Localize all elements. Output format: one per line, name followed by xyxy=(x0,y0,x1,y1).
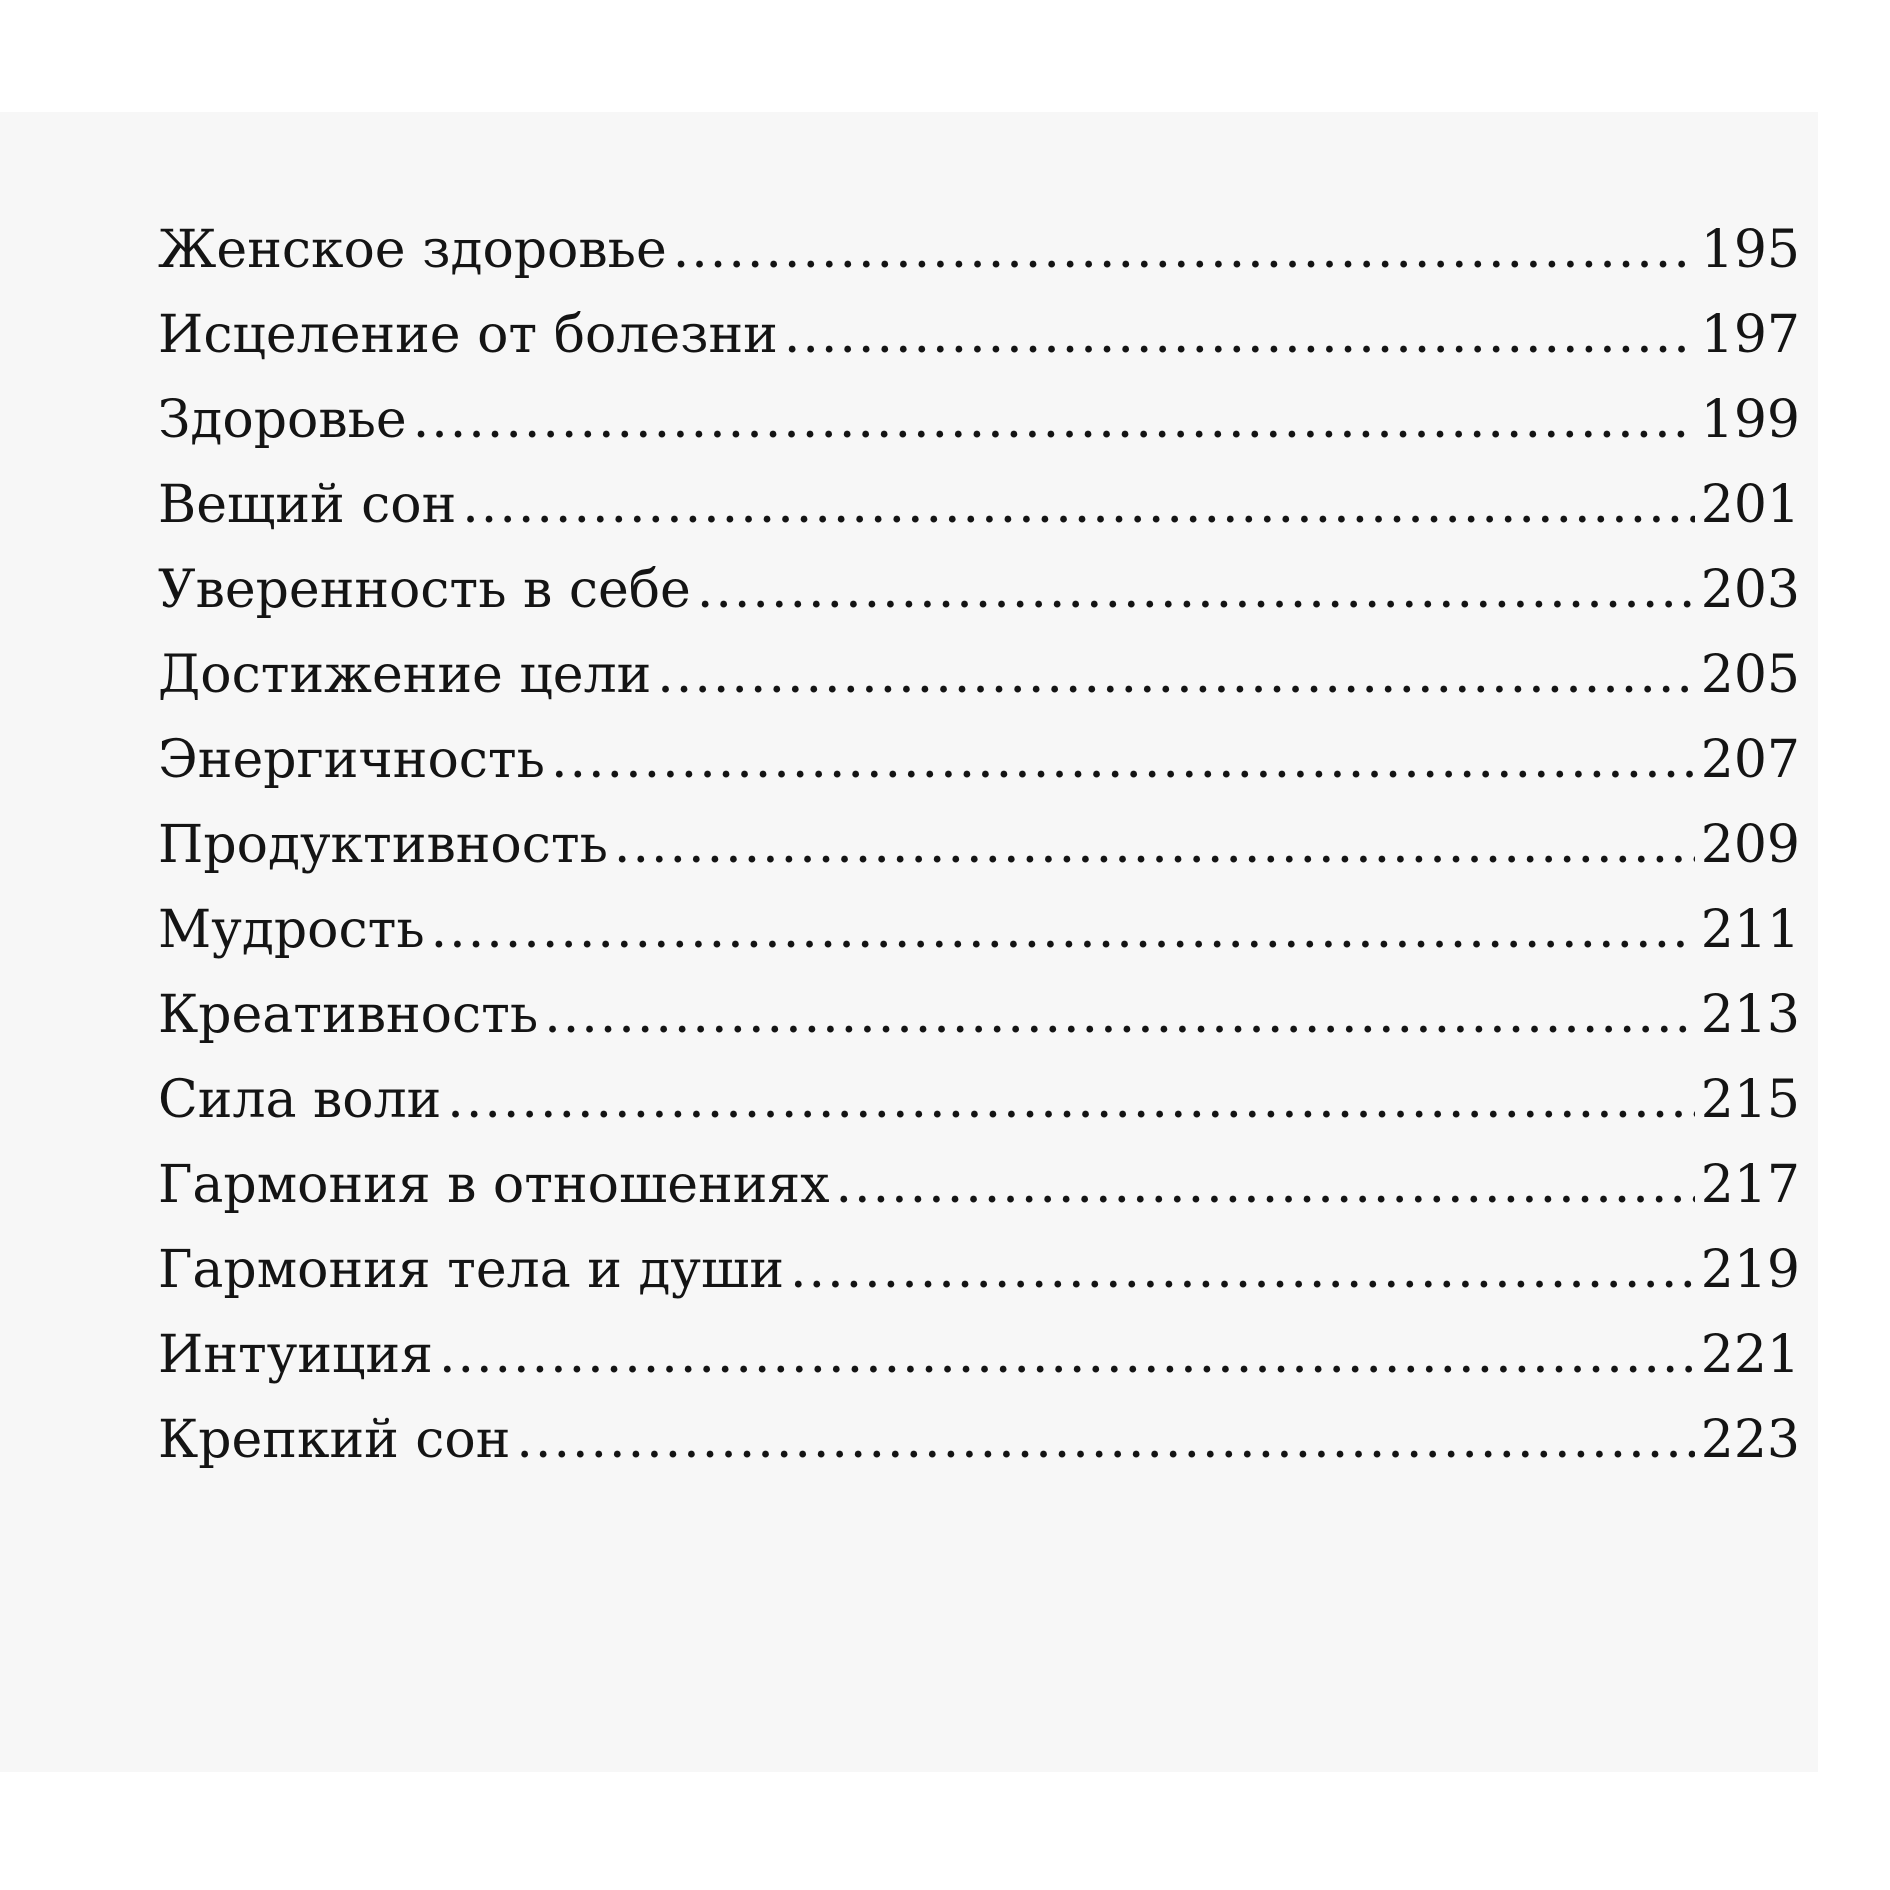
toc-entry-title: Сила воли xyxy=(158,1070,442,1130)
toc-dot-leader xyxy=(431,888,1695,973)
toc-entry xyxy=(158,1313,1800,1398)
toc-entry-title: Продуктивность xyxy=(158,815,608,875)
toc-entry-page: 201 xyxy=(1700,475,1800,535)
toc-entry-title: Интуиция xyxy=(158,1325,433,1385)
toc-dot-leader xyxy=(614,803,1695,888)
toc-dot-leader xyxy=(697,548,1695,633)
toc-entry-title: Достижение цели xyxy=(158,645,652,705)
toc-entry xyxy=(158,803,1800,888)
toc-entry-title: Женское здоровье xyxy=(158,220,667,280)
toc-entry-title: Энергичность xyxy=(158,730,545,790)
toc-entry-title: Вещий сон xyxy=(158,475,457,535)
toc-entry-title: Мудрость xyxy=(158,900,425,960)
toc-entry-title: Здоровье xyxy=(158,390,407,450)
toc-entry xyxy=(158,1143,1800,1228)
toc-dot-leader xyxy=(836,1143,1695,1228)
toc-entry-title: Исцеление от болезни xyxy=(158,305,778,365)
toc-entry xyxy=(158,973,1800,1058)
toc-entry xyxy=(158,1058,1800,1143)
toc-dot-leader xyxy=(413,378,1695,463)
toc-dot-leader xyxy=(462,463,1694,548)
toc-entry xyxy=(158,293,1800,378)
toc-entry xyxy=(158,1398,1800,1483)
toc-entry-title: Гармония в отношениях xyxy=(158,1155,830,1215)
toc-entry-page: 213 xyxy=(1700,985,1800,1045)
toc-entry-page: 209 xyxy=(1700,815,1800,875)
toc-entry xyxy=(158,463,1800,548)
table-of-contents xyxy=(158,208,1800,1483)
toc-dot-leader xyxy=(790,1228,1695,1313)
toc-dot-leader xyxy=(439,1313,1695,1398)
toc-entry-page: 219 xyxy=(1700,1240,1800,1300)
toc-entry xyxy=(158,718,1800,803)
toc-entry-page: 221 xyxy=(1700,1325,1800,1385)
toc-entry-title: Уверенность в себе xyxy=(158,560,691,620)
toc-entry xyxy=(158,548,1800,633)
toc-entry-page: 223 xyxy=(1700,1410,1800,1470)
toc-entry xyxy=(158,378,1800,463)
toc-dot-leader xyxy=(544,973,1695,1058)
toc-entry-page: 207 xyxy=(1700,730,1800,790)
toc-entry-page: 211 xyxy=(1700,900,1800,960)
toc-entry xyxy=(158,888,1800,973)
toc-dot-leader xyxy=(657,633,1694,718)
toc-entry-page: 199 xyxy=(1700,390,1800,450)
toc-dot-leader xyxy=(673,208,1695,293)
toc-entry-title: Гармония тела и души xyxy=(158,1240,785,1300)
toc-entry xyxy=(158,208,1800,293)
toc-dot-leader xyxy=(551,718,1695,803)
toc-entry-title: Креативность xyxy=(158,985,539,1045)
toc-dot-leader xyxy=(447,1058,1694,1143)
toc-entry-page: 197 xyxy=(1700,305,1800,365)
toc-entry-page: 217 xyxy=(1700,1155,1800,1215)
toc-entry xyxy=(158,1228,1800,1313)
toc-entry-page: 205 xyxy=(1700,645,1800,705)
toc-dot-leader xyxy=(784,293,1695,378)
toc-entry xyxy=(158,633,1800,718)
toc-entry-title: Крепкий сон xyxy=(158,1410,511,1470)
toc-entry-page: 215 xyxy=(1700,1070,1800,1130)
toc-entry-page: 203 xyxy=(1700,560,1800,620)
toc-entry-page: 195 xyxy=(1700,220,1800,280)
toc-dot-leader xyxy=(516,1398,1694,1483)
